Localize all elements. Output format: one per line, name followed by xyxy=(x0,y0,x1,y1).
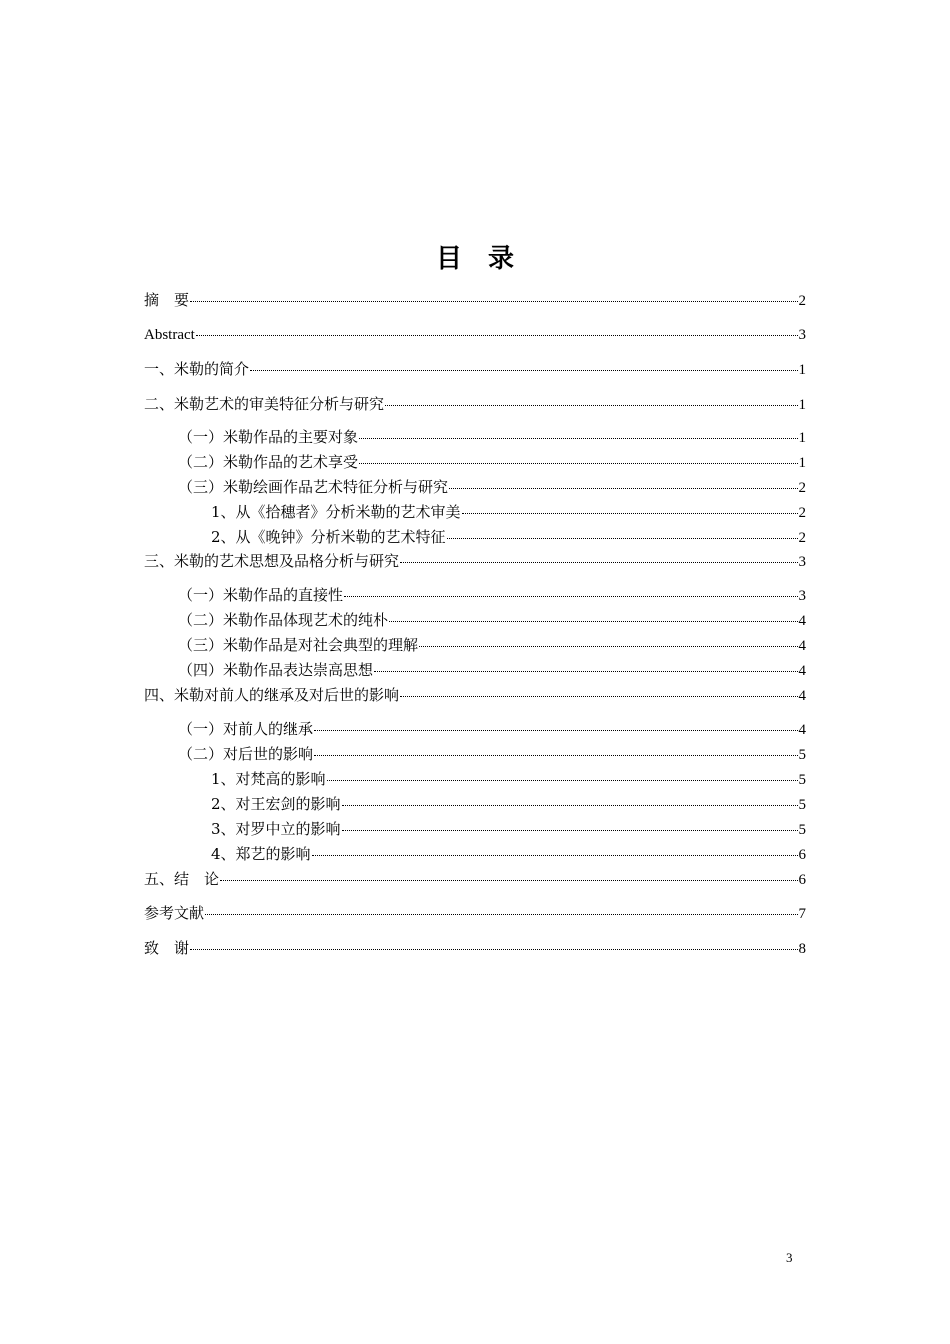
toc-entry-label: 2、从《晚钟》分析米勒的艺术特征 xyxy=(211,528,446,546)
toc-entry-page: 1 xyxy=(798,455,806,471)
toc-entry-page: 6 xyxy=(798,872,806,888)
toc-entry-acknowledgements[interactable] xyxy=(144,938,806,959)
dot-leader xyxy=(389,621,797,622)
toc-entry-chapter-4[interactable] xyxy=(144,685,806,706)
toc-entry-label: 四、米勒对前人的继承及对后世的影响 xyxy=(144,686,400,704)
toc-entry-label: （一）米勒作品的主要对象 xyxy=(178,428,359,446)
dot-leader xyxy=(344,596,797,597)
toc-entry-label: 3、对罗中立的影响 xyxy=(211,820,341,838)
toc-entry-chapter-1[interactable] xyxy=(144,359,806,380)
toc-entry-label: 4、郑艺的影响 xyxy=(211,845,311,863)
dot-leader xyxy=(359,463,797,464)
toc-entry-label: （三）米勒绘画作品艺术特征分析与研究 xyxy=(178,478,449,496)
toc-entry-section-3-2[interactable] xyxy=(178,610,806,631)
toc-entry-page: 1 xyxy=(798,397,806,413)
dot-leader xyxy=(312,855,798,856)
dot-leader xyxy=(462,513,798,514)
dot-leader xyxy=(220,880,797,881)
toc-entry-label: 2、对王宏剑的影响 xyxy=(211,795,341,813)
dot-leader xyxy=(196,335,798,336)
toc-entry-label: 一、米勒的简介 xyxy=(144,360,250,378)
toc-entry-page: 7 xyxy=(798,906,806,922)
dot-leader xyxy=(419,646,797,647)
toc-entry-label: 致 谢 xyxy=(144,939,190,957)
toc-entry-chapter-3[interactable] xyxy=(144,551,806,572)
toc-entry-label: （二）米勒作品的艺术享受 xyxy=(178,453,359,471)
toc-entry-label: （二）对后世的影响 xyxy=(178,745,314,763)
toc-entry-section-2-1[interactable] xyxy=(178,427,806,448)
toc-entry-references[interactable] xyxy=(144,903,806,924)
dot-leader xyxy=(400,562,797,563)
toc-entry-subsection-4-2-4[interactable] xyxy=(211,844,806,865)
toc-entry-page: 4 xyxy=(798,722,806,738)
toc-entry-page: 5 xyxy=(798,797,806,813)
dot-leader xyxy=(190,301,797,302)
toc-entry-label: 1、从《拾穗者》分析米勒的艺术审美 xyxy=(211,503,461,521)
toc-entry-subsection-4-2-3[interactable] xyxy=(211,819,806,840)
dot-leader xyxy=(314,730,797,731)
toc-entry-page: 1 xyxy=(798,362,806,378)
toc-entry-page: 4 xyxy=(798,663,806,679)
toc-title: 目 录 xyxy=(435,244,514,274)
toc-entry-label: 五、结 论 xyxy=(144,870,220,888)
toc-entry-label: （一）米勒作品的直接性 xyxy=(178,586,344,604)
toc-entry-abstract-cn[interactable] xyxy=(144,290,806,311)
toc-entry-section-2-3[interactable] xyxy=(178,477,806,498)
dot-leader xyxy=(359,438,797,439)
toc-entry-label: （四）米勒作品表达崇高思想 xyxy=(178,661,374,679)
page-number: 3 xyxy=(786,1250,793,1265)
toc-entry-subsection-2-3-1[interactable] xyxy=(211,502,806,523)
toc-entry-label: 1、对梵高的影响 xyxy=(211,770,326,788)
toc-entry-section-3-3[interactable] xyxy=(178,635,806,656)
toc-entry-page: 3 xyxy=(798,588,806,604)
toc-entry-section-4-1[interactable] xyxy=(178,719,806,740)
toc-entry-page: 5 xyxy=(798,822,806,838)
toc-entry-subsection-4-2-1[interactable] xyxy=(211,769,806,790)
toc-entry-label: 二、米勒艺术的审美特征分析与研究 xyxy=(144,395,385,413)
toc-entry-label: （二）米勒作品体现艺术的纯朴 xyxy=(178,611,389,629)
toc-entry-page: 2 xyxy=(798,530,806,546)
toc-entry-label: （三）米勒作品是对社会典型的理解 xyxy=(178,636,419,654)
toc-entry-abstract-en[interactable] xyxy=(144,325,806,345)
toc-entry-page: 2 xyxy=(798,293,806,309)
toc-entry-label: Abstract xyxy=(144,327,195,343)
toc-entry-page: 4 xyxy=(798,688,806,704)
dot-leader xyxy=(205,914,797,915)
dot-leader xyxy=(342,805,798,806)
toc-entry-page: 3 xyxy=(798,554,806,570)
toc-entry-page: 2 xyxy=(798,505,806,521)
toc-entry-page: 1 xyxy=(798,430,806,446)
toc-entry-subsection-4-2-2[interactable] xyxy=(211,794,806,815)
toc-entry-page: 5 xyxy=(798,772,806,788)
toc-entry-page: 3 xyxy=(798,327,806,343)
toc-entry-chapter-5[interactable] xyxy=(144,869,806,890)
toc-entry-section-2-2[interactable] xyxy=(178,452,806,473)
dot-leader xyxy=(190,949,797,950)
dot-leader xyxy=(250,370,797,371)
toc-entry-page: 4 xyxy=(798,638,806,654)
toc-entry-chapter-2[interactable] xyxy=(144,394,806,415)
toc-entry-section-3-1[interactable] xyxy=(178,585,806,606)
toc-entry-section-4-2[interactable] xyxy=(178,744,806,765)
toc-entry-label: （一）对前人的继承 xyxy=(178,720,314,738)
dot-leader xyxy=(400,696,797,697)
toc-entry-label: 三、米勒的艺术思想及品格分析与研究 xyxy=(144,552,400,570)
toc-entry-label: 参考文献 xyxy=(144,904,205,922)
dot-leader xyxy=(449,488,797,489)
toc-entry-page: 6 xyxy=(798,847,806,863)
toc-entry-section-3-4[interactable] xyxy=(178,660,806,681)
toc-entry-page: 5 xyxy=(798,747,806,763)
toc-entry-label: 摘 要 xyxy=(144,291,190,309)
dot-leader xyxy=(374,671,797,672)
dot-leader xyxy=(327,780,798,781)
dot-leader xyxy=(385,405,797,406)
toc-entry-subsection-2-3-2[interactable] xyxy=(211,527,806,548)
toc-entry-page: 4 xyxy=(798,613,806,629)
toc-entry-page: 8 xyxy=(798,941,806,957)
dot-leader xyxy=(342,830,798,831)
toc-entry-page: 2 xyxy=(798,480,806,496)
dot-leader xyxy=(314,755,797,756)
dot-leader xyxy=(447,538,798,539)
